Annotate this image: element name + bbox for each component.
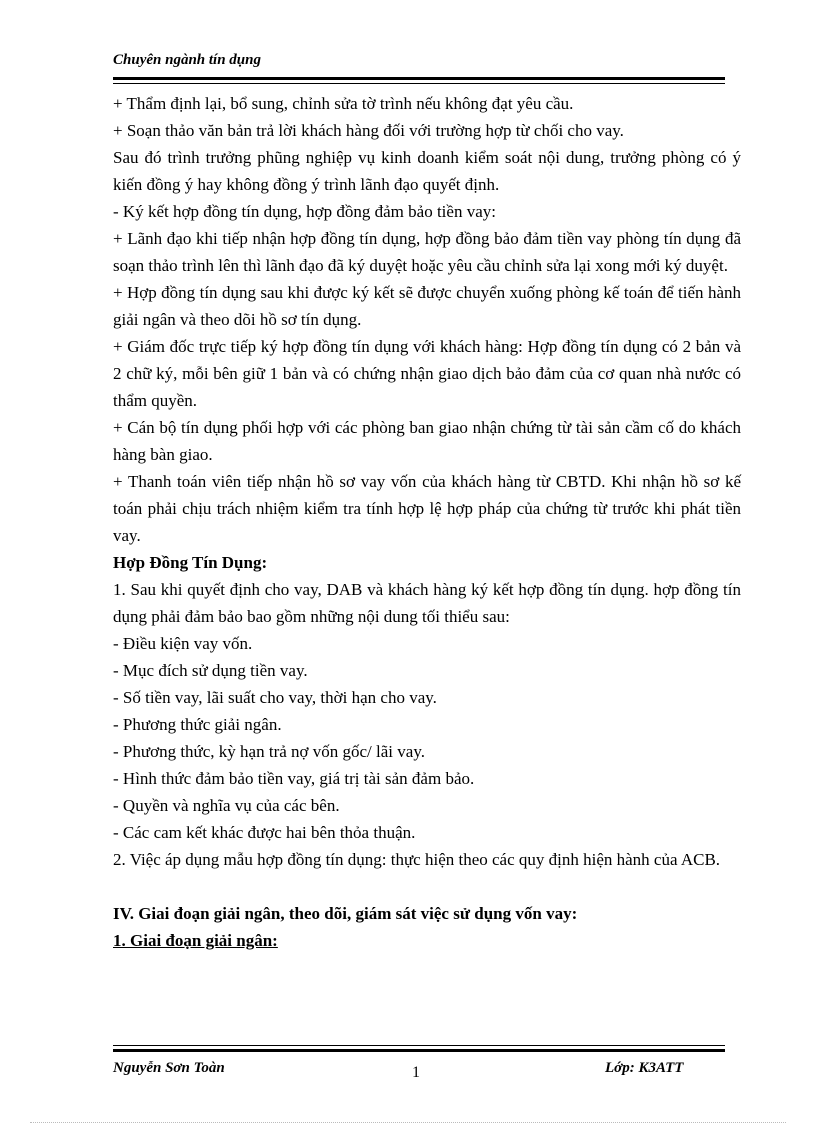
blank-line (113, 873, 741, 900)
paragraph: - Ký kết hợp đồng tín dụng, hợp đồng đảm bảo tiền vay: (113, 202, 496, 221)
contract-item: - Các cam kết khác được hai bên thỏa thuận. (113, 823, 416, 842)
footer-rule-thin (113, 1045, 725, 1046)
footer-class-label: Lớp: K3ATT (605, 1060, 684, 1076)
contract-item: - Điều kiện vay vốn. (113, 634, 253, 653)
contract-item: - Số tiền vay, lãi suất cho vay, thời hạn cho vay. (113, 688, 437, 707)
contract-item: - Phương thức giải ngân. (113, 715, 282, 734)
paragraph: + Lãnh đạo khi tiếp nhận hợp đồng tín dụng, hợp đồng bảo đảm tiền vay phòng tín dụng đã soạn thảo trình lên thì lãnh đạo đã ký duyệt hoặc yêu cầu chỉnh sửa lại xong mới ký duyệt. (113, 229, 741, 275)
contract-item: - Phương thức, kỳ hạn trả nợ vốn gốc/ lãi vay. (113, 742, 425, 761)
paragraph: + Giám đốc trực tiếp ký hợp đồng tín dụng với khách hàng: Hợp đồng tín dụng có 2 bản và 2 chữ ký, mỗi bên giữ 1 bản và có chứng nhận giao dịch bảo đảm của cơ quan nhà nước có thẩm quyền. (113, 337, 741, 410)
contract-item: - Hình thức đảm bảo tiền vay, giá trị tài sản đảm bảo. (113, 769, 475, 788)
header-rule-thick (113, 77, 725, 80)
paragraph: + Soạn thảo văn bản trả lời khách hàng đối với trường hợp từ chối cho vay. (113, 121, 624, 140)
paragraph: Sau đó trình trưởng phũng nghiệp vụ kinh doanh kiểm soát nội dung, trưởng phòng có ý kiến đồng ý hay không đồng ý trình lãnh đạo quyết định. (113, 148, 741, 194)
header-title: Chuyên ngành tín dụng (113, 52, 261, 68)
page-number: 1 (412, 1064, 420, 1081)
header-rule-thin (113, 83, 725, 84)
paragraph: + Thẩm định lại, bổ sung, chỉnh sửa tờ trình nếu không đạt yêu cầu. (113, 94, 574, 113)
section-heading: IV. Giai đoạn giải ngân, theo dõi, giám sát việc sử dụng vốn vay: (113, 904, 578, 923)
contract-item: - Quyền và nghĩa vụ của các bên. (113, 796, 340, 815)
contract-item: - Mục đích sử dụng tiền vay. (113, 661, 308, 680)
paragraph: + Hợp đồng tín dụng sau khi được ký kết sẽ được chuyển xuống phòng kế toán để tiến hành giải ngân và theo dõi hồ sơ tín dụng. (113, 283, 741, 329)
footer-author: Nguyễn Sơn Toàn (113, 1060, 225, 1076)
paragraph: + Cán bộ tín dụng phối hợp với các phòng ban giao nhận chứng từ tài sản cầm cố do khách hàng bàn giao. (113, 418, 741, 464)
contract-heading: Hợp Đồng Tín Dụng: (113, 553, 268, 572)
paragraph: + Thanh toán viên tiếp nhận hồ sơ vay vốn của khách hàng từ CBTD. Khi nhận hồ sơ kế toán phải chịu trách nhiệm kiểm tra tính hợp lệ hợp pháp của chứng từ trước khi phát tiền vay. (113, 472, 741, 545)
contract-item: 1. Sau khi quyết định cho vay, DAB và khách hàng ký kết hợp đồng tín dụng. hợp đồng tín dụng phải đảm bảo bao gồm những nội dung tối thiểu sau: (113, 580, 741, 626)
document-body (113, 90, 741, 954)
subsection-heading: 1. Giai đoạn giải ngân: (113, 931, 278, 950)
contract-item: 2. Việc áp dụng mẫu hợp đồng tín dụng: thực hiện theo các quy định hiện hành của ACB. (113, 850, 721, 869)
footer-rule-thick (113, 1049, 725, 1052)
